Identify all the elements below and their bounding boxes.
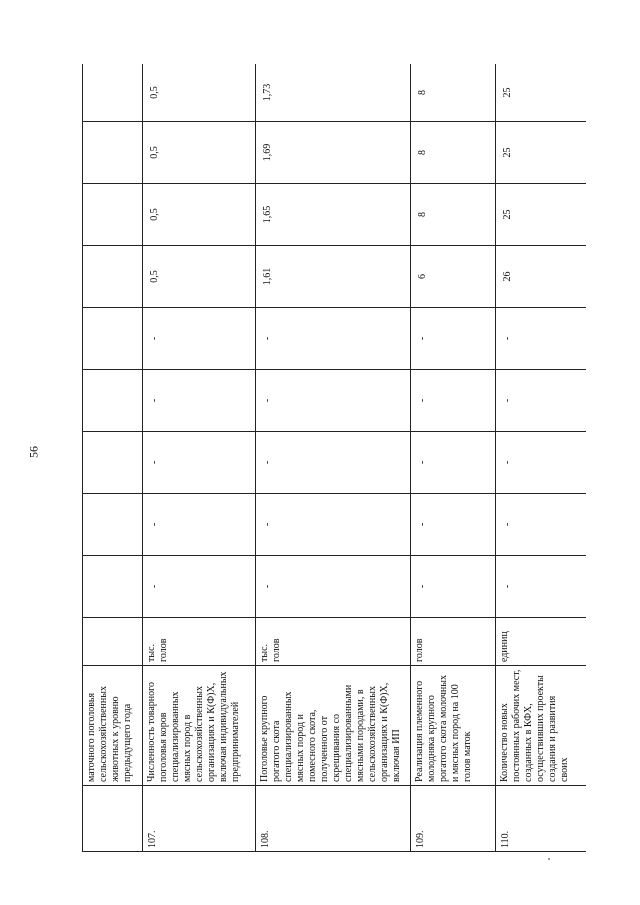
indicators-table [82,64,586,852]
table-row [496,64,587,852]
row-name: Количество новых постоянных рабочих мест, созданных в КФХ, осуществивших проекты создания и развития своих [496,666,587,786]
row-value: 1,69 [256,122,411,184]
table-row-continuation [83,64,143,852]
row-value: - [411,370,496,432]
row-unit: тыс. голов [143,618,256,666]
row-unit: тыс. голов [256,618,411,666]
cell-empty [83,184,143,246]
row-value: - [411,308,496,370]
row-value: 25 [496,64,587,122]
cell-unit [83,618,143,666]
row-value: - [496,370,587,432]
row-value: - [411,556,496,618]
cell-empty [83,64,143,122]
row-value: 8 [411,64,496,122]
row-value: 6 [411,246,496,308]
row-name: Реализация племенного молодняка крупного рогатого скота молочных и мясных пород на 100 голов маток [411,666,496,786]
cell-name: маточного поголовья сельскохозяйственных животных к уровню предыдущего года [83,666,143,786]
row-value: - [143,494,256,556]
row-number: 109. [411,786,496,852]
row-value: - [411,494,496,556]
row-number: 107. [143,786,256,852]
row-number: 110. [496,786,587,852]
row-value: - [256,308,411,370]
table-row [256,64,411,852]
row-unit: голов [411,618,496,666]
row-value: - [496,308,587,370]
row-value: 0,5 [143,122,256,184]
cell-empty [83,494,143,556]
row-value: - [256,494,411,556]
cell-empty [83,246,143,308]
row-value: - [256,370,411,432]
row-value: - [496,432,587,494]
row-unit: единиц [496,618,587,666]
row-value: 1,65 [256,184,411,246]
row-value: - [256,432,411,494]
row-value: 8 [411,122,496,184]
cell-num [83,786,143,852]
table-row [143,64,256,852]
cell-empty [83,308,143,370]
row-value: 0,5 [143,64,256,122]
row-value: 25 [496,184,587,246]
row-value: - [143,556,256,618]
row-name: Поголовье крупного рогатого скота специализированных мясных пород и помесного скота, полученного от скрещивания со специализированными мясными породами, в сельскохозяйственных организациях и К(Ф)Х, включая ИП [256,666,411,786]
row-name: Численность товарного поголовья коров специализированных мясных пород в сельскохозяйственных организациях и К(Ф)Х, включая индивидуальных предпринимателей [143,666,256,786]
cell-empty [83,432,143,494]
row-value: 25 [496,122,587,184]
row-value: 1,73 [256,64,411,122]
page-number: 56 [26,446,41,458]
row-value: 26 [496,246,587,308]
table-container [82,64,586,852]
row-value: 8 [411,184,496,246]
row-value: - [143,432,256,494]
row-value: 1,61 [256,246,411,308]
row-value: 0,5 [143,184,256,246]
row-value: - [143,308,256,370]
row-value: - [496,556,587,618]
row-value: 0,5 [143,246,256,308]
cell-empty [83,122,143,184]
table-row [411,64,496,852]
row-number: 108. [256,786,411,852]
row-value: - [496,494,587,556]
cell-empty [83,556,143,618]
cell-empty [83,370,143,432]
row-value: - [143,370,256,432]
row-value: - [411,432,496,494]
row-value: - [256,556,411,618]
scan-speck [548,858,550,860]
